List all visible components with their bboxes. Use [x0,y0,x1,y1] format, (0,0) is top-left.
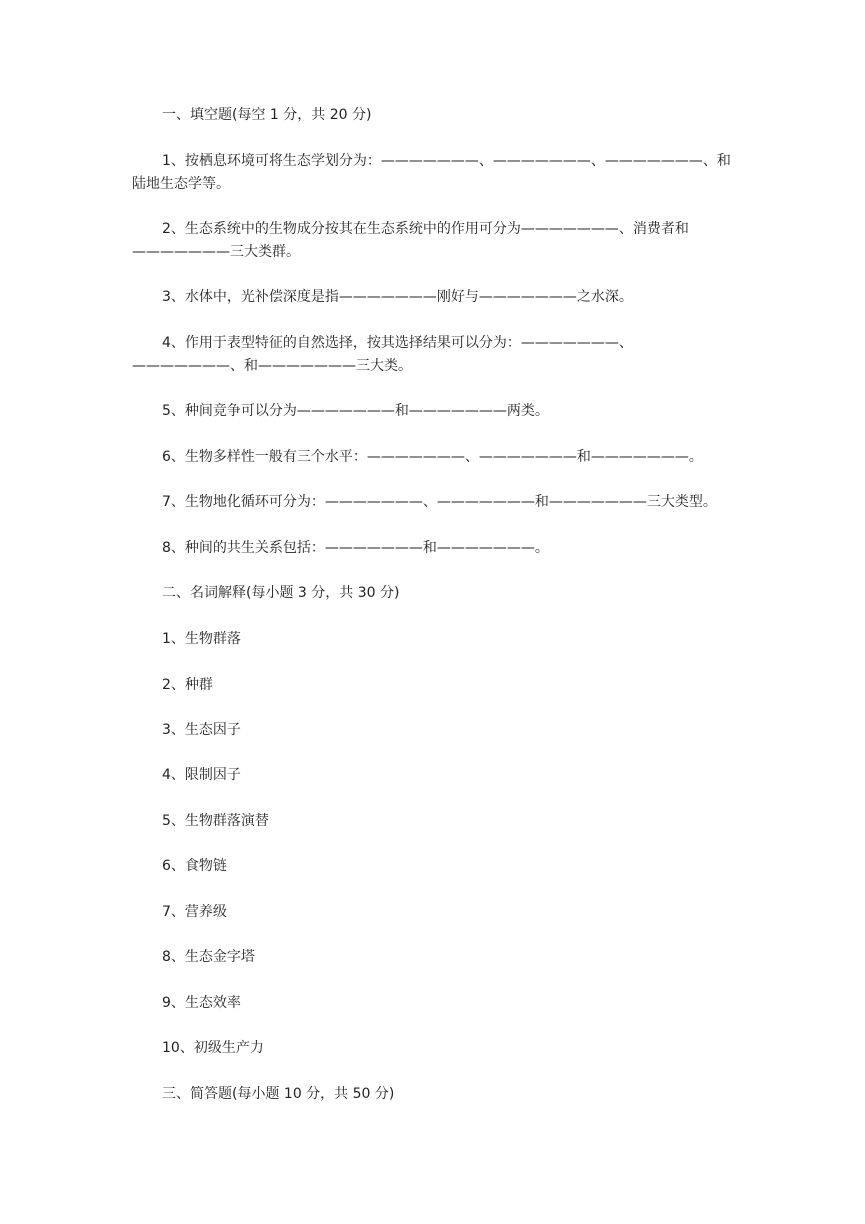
term-item-10: 10、初级生产力 [162,1040,264,1056]
term-item-7: 7、营养级 [162,904,227,920]
section-3-heading: 三、简答题(每小题 10 分，共 50 分) [162,1086,395,1102]
term-item-3: 3、生态因子 [162,722,241,738]
fill-blank-question-3: 3、水体中，光补偿深度是指———————刚好与———————之水深。 [162,289,633,305]
section-1-heading: 一、填空题(每空 1 分，共 20 分) [162,107,372,123]
term-item-2: 2、种群 [162,677,213,693]
fill-blank-question-4: 4、作用于表型特征的自然选择，按其选择结果可以分为：———————、———————、和———————三大类。 [132,335,633,374]
term-item-5: 5、生物群落演替 [162,813,269,829]
term-item-9: 9、生态效率 [162,995,241,1011]
fill-blank-question-8: 8、种间的共生关系包括：———————和———————。 [162,540,549,556]
fill-blank-question-2: 2、生态系统中的生物成分按其在生态系统中的作用可分为———————、消费者和———————三大类群。 [132,221,689,260]
term-item-6: 6、食物链 [162,858,227,874]
fill-blank-question-7: 7、生物地化循环可分为：———————、———————和———————三大类型。 [162,494,717,510]
fill-blank-question-6: 6、生物多样性一般有三个水平：———————、———————和———————。 [162,449,703,465]
term-item-1: 1、生物群落 [162,631,241,647]
term-item-8: 8、生态金字塔 [162,949,255,965]
section-2-heading: 二、名词解释(每小题 3 分，共 30 分) [162,585,400,601]
fill-blank-question-5: 5、种间竞争可以分为———————和———————两类。 [162,403,549,419]
term-item-4: 4、限制因子 [162,767,241,783]
fill-blank-question-1: 1、按栖息环境可将生态学划分为：———————、———————、———————、和陆地生态学等。 [132,153,731,192]
